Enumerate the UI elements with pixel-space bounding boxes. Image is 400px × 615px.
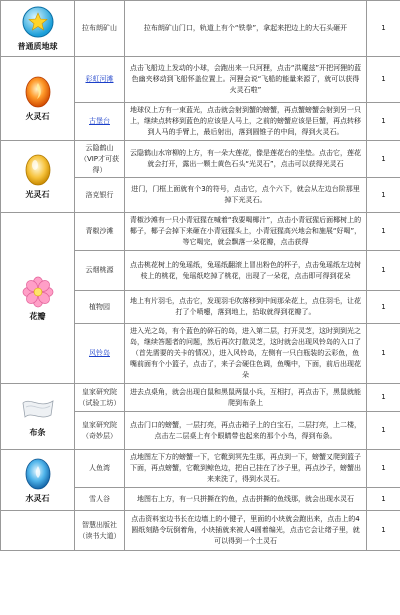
count-cell: 1: [367, 450, 400, 488]
description-cell: 点击门口的螃蟹，一层打亮，再点击箱子上的白宝石，二层打亮，上二楼，点击左二层桌上有个眼睛带也起来的那个小鸟，得到布条。: [125, 412, 367, 450]
item-name: 花瓣: [29, 311, 46, 321]
cloth-strip-icon: [1, 395, 74, 425]
count-cell: 1: [367, 103, 400, 141]
count-cell: 1: [367, 1, 400, 57]
location-link[interactable]: 风铃岛: [75, 324, 125, 384]
table-row: [1, 450, 400, 488]
location-cell: 皇家研究院（奇妙层）: [75, 412, 125, 450]
table-body: [1, 1, 400, 551]
item-name: 光灵石: [25, 190, 50, 199]
blue-star-ball-icon: [1, 5, 74, 39]
fire-stone-icon: [1, 75, 74, 109]
description-cell: 地球仪上方有一束蓝光，点击就会射到蟹的螃蟹，再点蟹螃蟹会射到另一只上，继续点转移到蓝色的应该是人马上，之前的螃蟹应该是巨蟹，再点转移到人马的手臂上，最后射出，落到圆锥子的中间，得到火灵石。: [125, 103, 367, 141]
item-cell: [1, 1, 75, 57]
count-cell: 1: [367, 57, 400, 103]
location-cell: 雪人谷: [75, 488, 125, 511]
location-cell: 植物园: [75, 291, 125, 324]
item-cell: [1, 450, 75, 511]
item-name: 火灵石: [25, 112, 50, 121]
location-cell: 云烟桃源: [75, 251, 125, 291]
item-name: 水灵石: [25, 493, 50, 503]
description-cell: 青椒沙滩有一只小青冠猩在喊着“我要喝椰汁”，点击小青冠猩后面椰树上的椰子，椰子会掉下来砸在小青冠猩头上，小青冠猩高兴地会和施展“好喝”，等它喝完，就会飘落一朵花瓣，点击获得: [125, 213, 367, 251]
count-cell: 1: [367, 141, 400, 178]
table-row: [1, 511, 400, 551]
description-cell: 点击飞船边上发动的小球，会跑出来一只河狸，点击“洪魔兹”开把河狸的蓝色幽夹移动到飞船怀盖位置上。河狸会说“飞船的能量来源了，就可以获得火灵石啦”: [125, 57, 367, 103]
item-cell: [1, 141, 75, 213]
count-cell: 1: [367, 178, 400, 213]
description-cell: 云隐鹤山水帘柳的上方，有一朵大莲花，像是莲花台的坐垫。点击它，莲花就会打开，露出一颗土黄色石头“光灵石”，点击可以获得光灵石: [125, 141, 367, 178]
count-cell: 1: [367, 213, 400, 251]
item-cell: [1, 384, 75, 450]
count-cell: 1: [367, 511, 400, 551]
location-cell: 智慧出版社（读书大道）: [75, 511, 125, 551]
flower-petal-icon: [1, 275, 74, 309]
water-stone-icon: [1, 457, 74, 491]
table-row: [1, 1, 400, 57]
location-link[interactable]: 古堡台: [75, 103, 125, 141]
count-cell: 1: [367, 412, 400, 450]
description-cell: 进门，门框上面就有个3的符号，点击它，点个六下，就会从左边台阶那里掉下光灵石。: [125, 178, 367, 213]
item-name: 布条: [29, 428, 46, 437]
description-cell: 点地图左下方的螃蟹一下，它靴到冥先生那，再点到一下，螃蟹又爬到篮子下面，再点螃蟹，它靴到鲸色边，把自己挂在了沙子里，再点沙子，螃蟹出来来洗了，得到水灵石。: [125, 450, 367, 488]
count-cell: 1: [367, 488, 400, 511]
description-cell: 点击桃花树上的兔瑶纸，兔瑶纸翻滚上冒出粉色的杯子，点击兔瑶纸左边树枝上的桃花，兔瑶纸吃掉了桃花，出现了一朵花，点击即可得到花朵: [125, 251, 367, 291]
table-row: [1, 141, 400, 178]
description-cell: 地图右上方，有一只拼撕在钓鱼，点击拼撕的鱼线那，就会出现水灵石: [125, 488, 367, 511]
location-cell: 云隐鹤山（VIP才可获得）: [75, 141, 125, 178]
item-cell: [1, 57, 75, 141]
location-cell: 人鱼湾: [75, 450, 125, 488]
count-cell: 1: [367, 291, 400, 324]
description-cell: 地上有片羽毛，点击它，发现羽毛吹落移到中间那朵花上，点住羽毛，让花打了个喷嚏，落到地上，拾取就得到花瓣了。: [125, 291, 367, 324]
count-cell: 1: [367, 251, 400, 291]
location-cell: 皇家研究院（试验工坊）: [75, 384, 125, 412]
location-cell: 青椒沙滩: [75, 213, 125, 251]
location-cell: 拉布朗矿山: [75, 1, 125, 57]
description-cell: 拉布朗矿山门口，轨道上有个“铁拳”，拿起来把边上的大石头砸开: [125, 1, 367, 57]
count-cell: 1: [367, 324, 400, 384]
item-cell: [1, 213, 75, 384]
description-cell: 进入光之岛，有个蓝色的碎石的岛，进入第二层，打开灵芝，这时到到光之岛，继续答题者的问题，然后再次打散灵芝，这时就会出现风铃岛的入口了（首先需要的关卡的情况），进入风铃岛，左侧有一只白瓶装的云彩鱼，鱼嘴前面有个小篮子，点击了，来子会硬住色调，鱼嘴中，下面，前后出现花朵: [125, 324, 367, 384]
light-stone-icon: [1, 153, 74, 187]
table-row: [1, 213, 400, 251]
location-cell: 洛克银行: [75, 178, 125, 213]
count-cell: 1: [367, 384, 400, 412]
description-cell: 进去点桌角，就会出现白鼠和黑鼠两鼠小兵，互相打，再点击下，黑鼠就能爬到布条上: [125, 384, 367, 412]
description-cell: 点击资料室边书长在边墙上的小键子，里面的小块就会跑出来，点击上的4圆纸刻路令玩倒着角，小块插就来被人4圆着编光，点击它会让绪子里，就可以得到一个土灵石: [125, 511, 367, 551]
item-name: 普通质地球: [17, 42, 58, 51]
location-link[interactable]: 彩虹河滩: [75, 57, 125, 103]
table-row: [1, 384, 400, 412]
item-cell: [1, 511, 75, 551]
table-row: [1, 57, 400, 103]
